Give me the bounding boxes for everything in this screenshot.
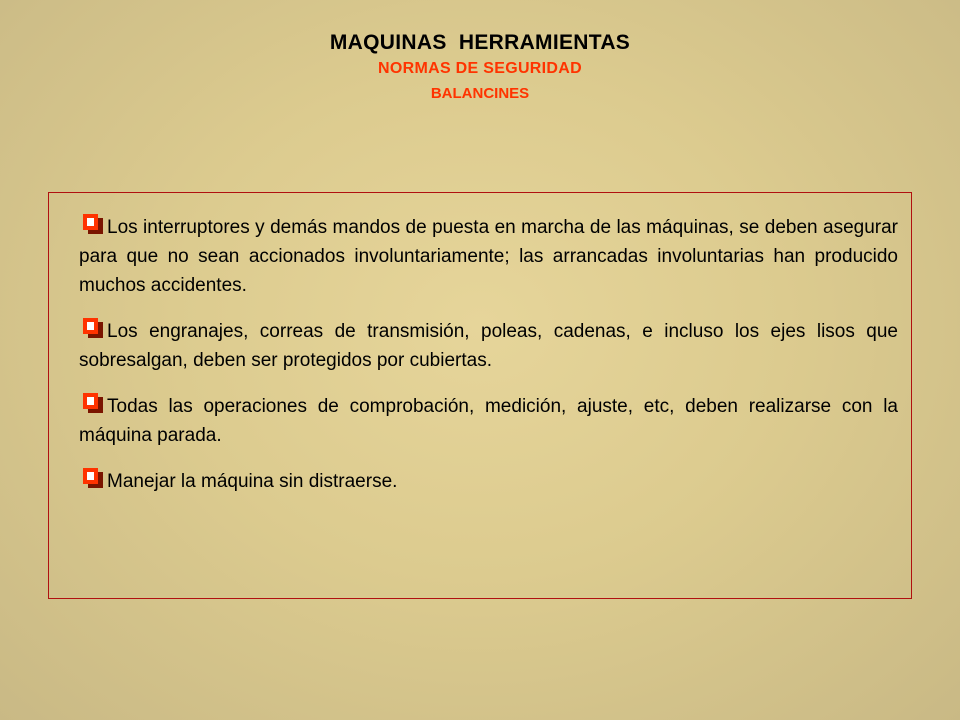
bullet-list <box>79 213 898 513</box>
list-item <box>79 213 898 300</box>
hollow-square-bullet-icon <box>79 468 107 490</box>
list-item <box>79 317 898 375</box>
list-item-text: Los engranajes, correas de transmisión, poleas, cadenas, e incluso los ejes lisos que sobresalgan, deben ser protegidos por cubiertas. <box>79 321 898 371</box>
slide-header <box>0 30 960 105</box>
hollow-square-bullet-icon <box>79 318 107 340</box>
hollow-square-bullet-icon <box>79 214 107 236</box>
list-item <box>79 392 898 450</box>
list-item-text: Todas las operaciones de comprobación, medición, ajuste, etc, deben realizarse con la máquina parada. <box>79 396 898 446</box>
list-item-text: Los interruptores y demás mandos de puesta en marcha de las máquinas, se deben asegurar para que no sean accionados involuntariamente; las arrancadas involuntarias han producido muchos accidentes. <box>79 217 898 296</box>
list-item <box>79 467 898 496</box>
content-box <box>48 192 912 599</box>
slide-title: MAQUINAS HERRAMIENTAS <box>329 31 631 54</box>
slide-subtitle: NORMAS DE SEGURIDAD <box>378 60 582 77</box>
hollow-square-bullet-icon <box>79 393 107 415</box>
list-item-text: Manejar la máquina sin distraerse. <box>107 471 398 492</box>
slide-section: BALANCINES <box>430 85 530 102</box>
